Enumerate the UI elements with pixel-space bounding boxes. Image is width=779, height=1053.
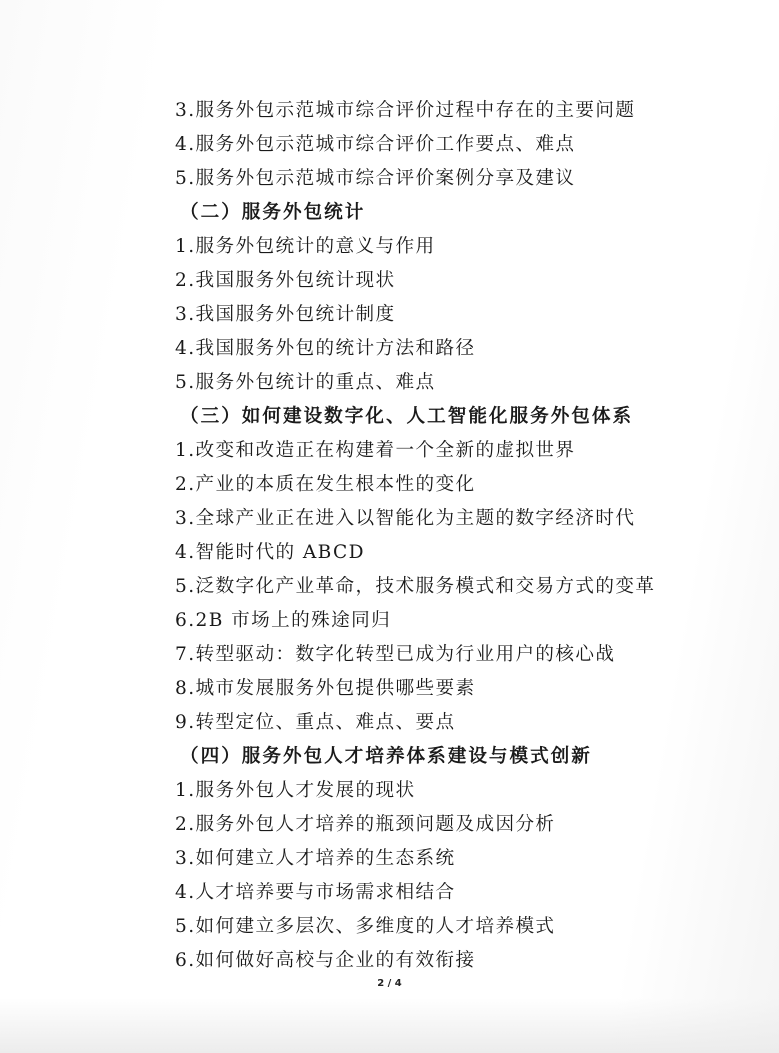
list-item: 9.转型定位、重点、难点、要点 bbox=[175, 712, 456, 733]
list-item: 5.如何建立多层次、多维度的人才培养模式 bbox=[175, 916, 556, 937]
page-number: 2 / 4 bbox=[377, 978, 402, 989]
list-item: 4.服务外包示范城市综合评价工作要点、难点 bbox=[175, 134, 576, 155]
list-item: 2.产业的本质在发生根本性的变化 bbox=[175, 474, 476, 495]
list-item: 5.泛数字化产业革命，技术服务模式和交易方式的变革 bbox=[175, 576, 656, 597]
list-item: 5.服务外包统计的重点、难点 bbox=[175, 372, 436, 393]
list-item: 3.我国服务外包统计制度 bbox=[175, 304, 396, 325]
list-item: 1.服务外包人才发展的现状 bbox=[175, 780, 416, 801]
scan-shadow bbox=[0, 998, 779, 1053]
list-item: 8.城市发展服务外包提供哪些要素 bbox=[175, 678, 476, 699]
list-item: 3.全球产业正在进入以智能化为主题的数字经济时代 bbox=[175, 508, 636, 529]
list-item: 3.服务外包示范城市综合评价过程中存在的主要问题 bbox=[175, 100, 636, 121]
document-body bbox=[0, 94, 779, 978]
list-item: 3.如何建立人才培养的生态系统 bbox=[175, 848, 456, 869]
list-item: 1.改变和改造正在构建着一个全新的虚拟世界 bbox=[175, 440, 576, 461]
list-item: 6.如何做好高校与企业的有效衔接 bbox=[175, 950, 476, 971]
list-item: 4.智能时代的 ABCD bbox=[175, 542, 365, 563]
list-item: 4.人才培养要与市场需求相结合 bbox=[175, 882, 456, 903]
list-item: 1.服务外包统计的意义与作用 bbox=[175, 236, 436, 257]
list-item: 4.我国服务外包的统计方法和路径 bbox=[175, 338, 476, 359]
list-item: 2.我国服务外包统计现状 bbox=[175, 270, 396, 291]
list-item: 7.转型驱动：数字化转型已成为行业用户的核心战 bbox=[175, 644, 616, 665]
section-heading: （二）服务外包统计 bbox=[180, 202, 366, 223]
section-heading: （四）服务外包人才培养体系建设与模式创新 bbox=[180, 746, 592, 767]
list-item: 5.服务外包示范城市综合评价案例分享及建议 bbox=[175, 168, 576, 189]
section-heading: （三）如何建设数字化、人工智能化服务外包体系 bbox=[180, 406, 634, 427]
list-item: 6.2B 市场上的殊途同归 bbox=[175, 610, 392, 631]
list-item: 2.服务外包人才培养的瓶颈问题及成因分析 bbox=[175, 814, 556, 835]
